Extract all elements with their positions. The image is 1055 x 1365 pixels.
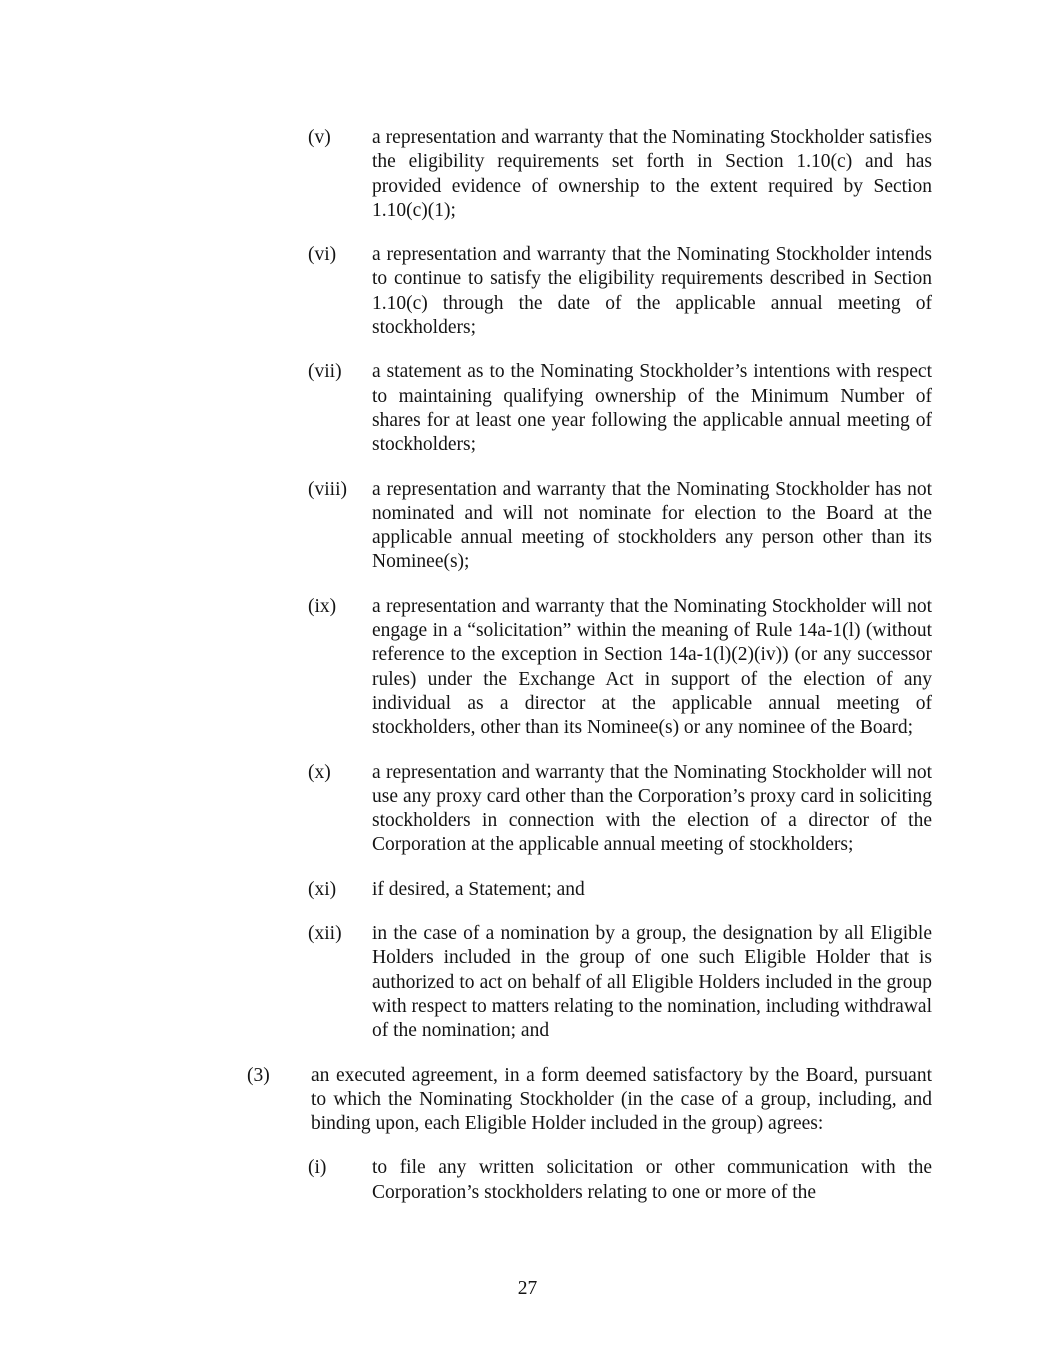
list-item-ix (308, 595, 1055, 741)
page-number: 27 (517, 1278, 538, 1299)
list-item-marker: (viii) (308, 478, 347, 500)
list-item-xi (308, 878, 1055, 902)
list-item-marker: (ix) (308, 595, 337, 617)
list-item-xii (308, 922, 1055, 1043)
list-item-marker: (xi) (308, 878, 337, 900)
list-item-text: an executed agreement, in a form deemed satisfactory by the Board, pursuant to which the Nominating Stockholder (in the case of a group, including, and binding upon, each Eligible Holder included in the group) agrees: (311, 1064, 932, 1135)
list-item-marker: (v) (308, 127, 331, 148)
list-item-i (308, 1156, 1055, 1205)
list-item-marker: (i) (308, 1157, 327, 1179)
list-item-x (308, 761, 1055, 858)
list-item-text: a representation and warranty that the Nominating Stockholder intends to continue to satisfy the eligibility requirements described in Section 1.10(c) through the date of the applicable annual meeting of stockholders; (372, 244, 932, 339)
list-item-marker: (vii) (308, 361, 342, 383)
list-item-marker: (vi) (308, 244, 337, 266)
list-item-text: to file any written solicitation or other communication with the Corporation’s stockholders relating to one or more of the (372, 1157, 932, 1203)
list-item-v (308, 126, 1055, 223)
list-item-viii (308, 478, 1055, 575)
list-item-vii (308, 360, 1055, 457)
document-body (0, 126, 1055, 1205)
list-item-marker: (3) (247, 1064, 270, 1086)
list-item-vi (308, 243, 1055, 340)
list-item-text: a statement as to the Nominating Stockholder’s intentions with respect to maintaining qualifying ownership of the Minimum Number of shares for at least one year following the applicable annual meeting of stockholders; (372, 361, 932, 456)
list-item-text: a representation and warranty that the Nominating Stockholder will not use any proxy card other than the Corporation’s proxy card in soliciting stockholders in connection with the election of a director of the Corporation at the applicable annual meeting of stockholders; (372, 761, 932, 856)
list-item-marker: (xii) (308, 923, 342, 945)
list-item-text: a representation and warranty that the Nominating Stockholder will not engage in a “solicitation” within the meaning of Rule 14a-1(l) (without reference to the exception in Section 14a-1(l)(2)(iv)) (or any successor rules) under the Exchange Act in support of the election of any individual as a director at the applicable annual meeting of stockholders, other than its Nominee(s) or any nominee of the Board; (372, 595, 932, 739)
list-item-marker: (x) (308, 761, 331, 783)
list-item-text: in the case of a nomination by a group, the designation by all Eligible Holders included in the group of one such Eligible Holder that is authorized to act on behalf of all Eligible Holders included in the group with respect to matters relating to the nomination, including withdrawal of the nomination; and (372, 923, 932, 1042)
list-item-text: a representation and warranty that the Nominating Stockholder has not nominated and will not nominate for election to the Board at the applicable annual meeting of stockholders any person other than its Nominee(s); (372, 478, 932, 573)
list-item-text: a representation and warranty that the Nominating Stockholder satisfies the eligibility requirements set forth in Section 1.10(c) and has provided evidence of ownership to the extent required by Section 1.10(c)(1); (372, 127, 932, 221)
list-item-3 (247, 1064, 1055, 1137)
list-item-text: if desired, a Statement; and (372, 878, 585, 900)
